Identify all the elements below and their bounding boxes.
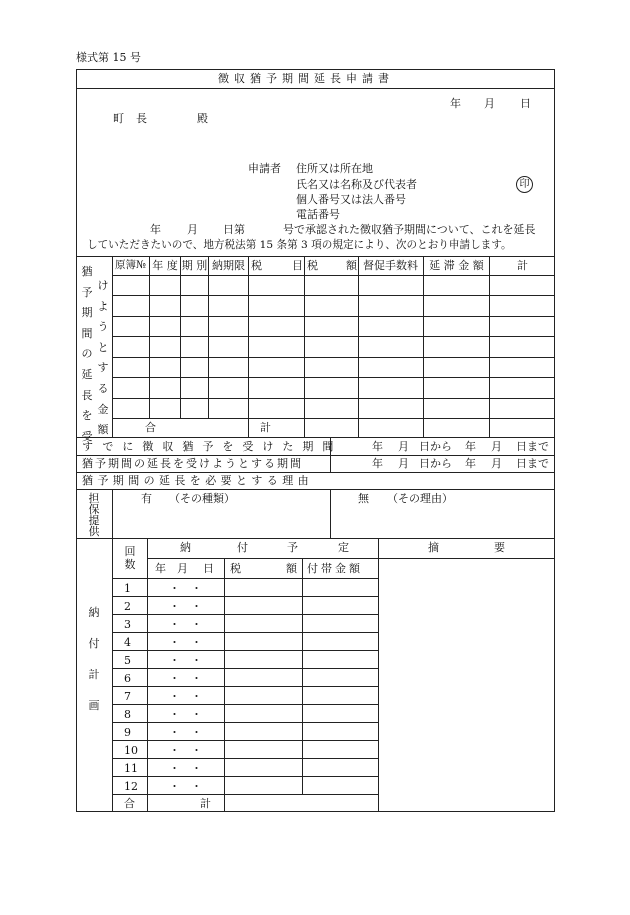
installment-date-dots: ・ ・ — [169, 636, 202, 649]
sub-date-month: 月 — [177, 562, 188, 575]
period-row-2-p1: 年 — [372, 457, 383, 470]
header-kei: 計 — [517, 259, 528, 272]
sub-date-day: 日 — [203, 562, 214, 575]
installment-date-dots: ・ ・ — [169, 726, 202, 739]
installment-date-dots: ・ ・ — [169, 654, 202, 667]
seal-mark: 印 — [516, 176, 533, 193]
installment-number: 8 — [124, 708, 131, 721]
period-row-1-p3: 日から — [419, 440, 452, 453]
period-row-2-label: 猶予期間の延長を受けようとする期間 — [82, 457, 303, 470]
header-zeimoku-a: 税 — [251, 259, 262, 272]
period-row-1-p6: 日まで — [516, 440, 549, 453]
date-month: 月 — [484, 97, 495, 110]
amount-side-divider — [112, 256, 113, 437]
installment-date-dots: ・ ・ — [169, 744, 202, 757]
header-kibetsu: 期 別 — [181, 259, 208, 272]
header-zeigaku-a: 税 — [307, 259, 318, 272]
installment-number: 12 — [124, 780, 138, 793]
installment-number: 10 — [124, 744, 138, 757]
applicant-label: 申請者 — [248, 162, 281, 175]
payment-plan-side-label: 納付計画 — [88, 606, 100, 712]
sub-tax-b: 額 — [286, 562, 297, 575]
installment-number: 7 — [124, 690, 131, 703]
body-rest: 号で承認された徴収猶予期間について、これを延長 — [283, 223, 536, 236]
plan-header-c: 予 — [287, 541, 298, 554]
period-row-2-p4: 年 — [465, 457, 476, 470]
date-day: 日 — [520, 97, 531, 110]
installment-number: 5 — [124, 654, 131, 667]
header-genbo-no: 原簿№ — [115, 259, 146, 271]
header-zeimoku-b: 目 — [292, 259, 303, 272]
header-entai: 延 滞 金 額 — [429, 259, 484, 272]
plan-total-a: 合 — [124, 797, 135, 810]
installment-date-dots: ・ ・ — [169, 600, 202, 613]
reason-label: 猶予期間の延長を必要とする理由 — [82, 474, 313, 487]
addressee-honorific: 殿 — [197, 112, 208, 125]
installment-date-dots: ・ ・ — [169, 762, 202, 775]
period-row-2-p3: 日から — [419, 457, 452, 470]
sub-tax-a: 税 — [230, 562, 241, 575]
header-nendo: 年 度 — [152, 259, 178, 272]
period-row-1-p2: 月 — [398, 440, 409, 453]
installment-number: 6 — [124, 672, 131, 685]
amount-side-label-right: けようとする金額 — [97, 279, 109, 437]
installment-date-dots: ・ ・ — [169, 690, 202, 703]
period-row-2-p5: 月 — [491, 457, 502, 470]
applicant-address-label: 住所又は所在地 — [296, 162, 373, 175]
header-zeigaku-b: 額 — [346, 259, 357, 272]
plan-total-b: 計 — [200, 797, 211, 810]
amount-table-top — [76, 256, 555, 257]
installment-number: 4 — [124, 636, 131, 649]
applicant-phone-label: 電話番号 — [296, 208, 340, 221]
collateral-no-note: （その理由） — [387, 492, 453, 505]
installment-number: 3 — [124, 618, 131, 631]
installment-number: 9 — [124, 726, 131, 739]
collateral-side-label: 担保提供 — [88, 492, 100, 538]
body-line-2: していただきたいので、地方税法第 15 条第 3 項の規定により、次のとおり申請します。 — [87, 239, 512, 251]
date-year: 年 — [450, 97, 461, 110]
applicant-id-label: 個人番号又は法人番号 — [296, 193, 406, 206]
applicant-name-label: 氏名又は名称及び代表者 — [296, 178, 417, 191]
installment-date-dots: ・ ・ — [169, 672, 202, 685]
memo-header-b: 要 — [494, 541, 505, 554]
installment-date-dots: ・ ・ — [169, 708, 202, 721]
installment-number: 1 — [124, 582, 131, 595]
installment-number: 2 — [124, 600, 131, 613]
installment-number: 11 — [124, 762, 138, 775]
addressee-chief: 長 — [136, 112, 147, 125]
body-month: 月 — [187, 223, 198, 236]
addressee-town: 町 — [113, 112, 124, 125]
installment-date-dots: ・ ・ — [169, 618, 202, 631]
sub-date-year: 年 — [155, 562, 166, 575]
plan-header-b: 付 — [237, 541, 248, 554]
period-row-2-p2: 月 — [398, 457, 409, 470]
period-row-1-p1: 年 — [372, 440, 383, 453]
amount-table-bottom — [76, 437, 555, 438]
collateral-yes-note: （その種類） — [169, 492, 235, 505]
amount-side-label-left: 猶予期間の延長を受 — [81, 265, 93, 443]
body-day-no: 日第 — [223, 223, 245, 236]
memo-header-a: 摘 — [428, 541, 439, 554]
amount-total-label-a: 合 — [145, 421, 156, 434]
period-row-1-p5: 月 — [491, 440, 502, 453]
header-tokusoku: 督促手数料 — [363, 259, 418, 272]
body-year: 年 — [150, 223, 161, 236]
period-row-1-label: すでに徴収猶予を受けた期間 — [82, 440, 343, 453]
installment-date-dots: ・ ・ — [169, 582, 202, 595]
collateral-yes: 有 — [141, 492, 152, 505]
count-label: 回数 — [124, 545, 136, 571]
title-divider — [76, 88, 555, 89]
amount-total-label-b: 計 — [260, 421, 271, 434]
period-row-2-p6: 日まで — [516, 457, 549, 470]
period-row-1-p4: 年 — [465, 440, 476, 453]
form-title: 徴収猶予期間延長申請書 — [218, 72, 394, 85]
sub-surcharge: 付帯金額 — [307, 562, 363, 575]
plan-header-d: 定 — [338, 541, 349, 554]
installment-date-dots: ・ ・ — [169, 780, 202, 793]
plan-header-a: 納 — [180, 541, 191, 554]
header-nouki: 納期限 — [212, 259, 245, 272]
collateral-no: 無 — [358, 492, 369, 505]
form-id: 様式第 15 号 — [76, 51, 141, 64]
